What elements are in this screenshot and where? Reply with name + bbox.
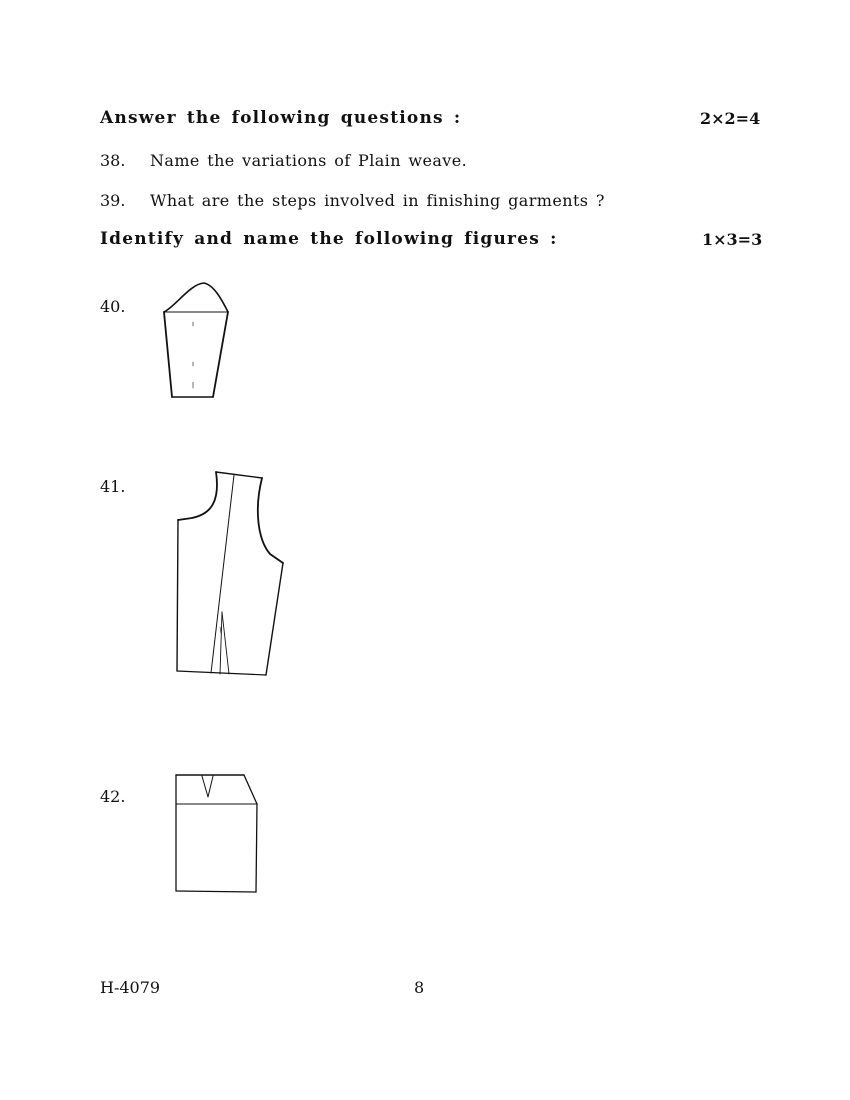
paper-code: H-4079 bbox=[100, 978, 161, 997]
question-39-number: 39. bbox=[100, 191, 126, 210]
section-a-marks: 2×2=4 bbox=[700, 109, 761, 128]
question-38-text: Name the variations of Plain weave. bbox=[150, 151, 468, 170]
figure-42-number: 42. bbox=[100, 787, 126, 806]
figure-40-number: 40. bbox=[100, 297, 126, 316]
section-a-heading: Answer the following questions : bbox=[100, 108, 462, 128]
question-38-number: 38. bbox=[100, 151, 126, 170]
section-b-marks: 1×3=3 bbox=[702, 230, 763, 249]
page-number: 8 bbox=[414, 978, 425, 997]
figure-41-number: 41. bbox=[100, 477, 126, 496]
section-b-heading: Identify and name the following figures : bbox=[100, 229, 558, 249]
question-39-text: What are the steps involved in finishing garments ? bbox=[150, 191, 605, 210]
